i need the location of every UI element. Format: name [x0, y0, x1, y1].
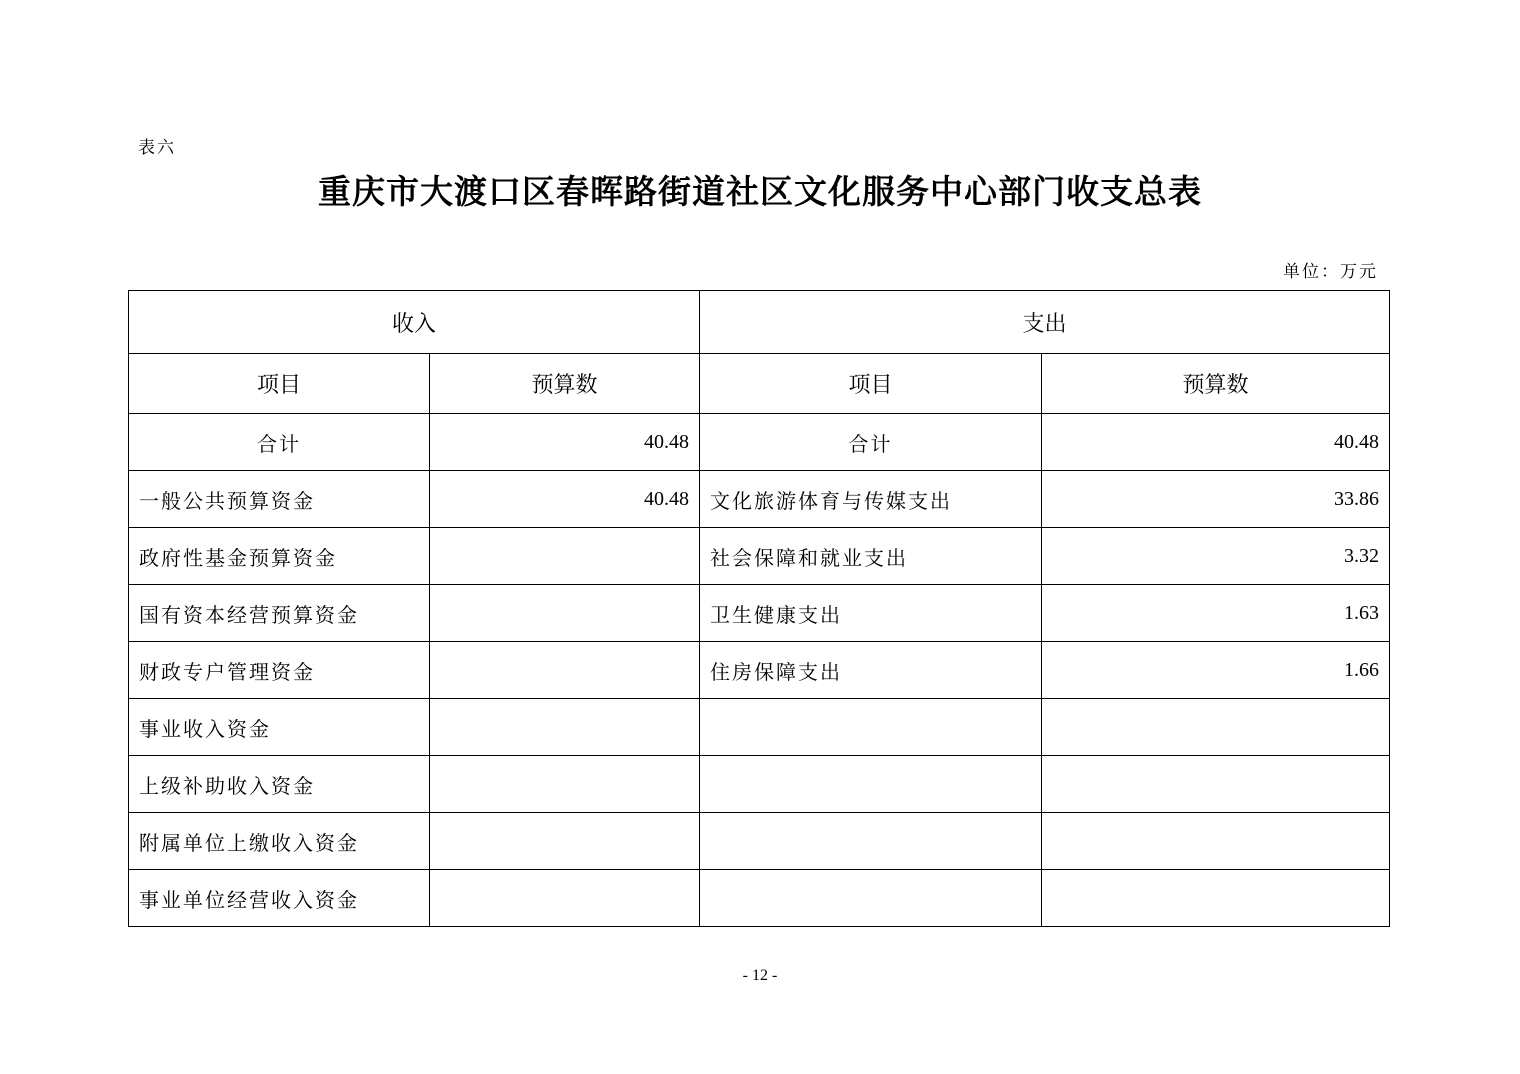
income-item: 上级补助收入资金 — [129, 756, 430, 813]
expense-item — [700, 699, 1042, 756]
income-total-value: 40.48 — [430, 414, 700, 471]
income-value — [430, 528, 700, 585]
expense-value — [1042, 699, 1390, 756]
expense-total-value: 40.48 — [1042, 414, 1390, 471]
total-row — [129, 414, 1390, 471]
unit-label: 单位：万元 — [1283, 262, 1378, 282]
expense-value — [1042, 756, 1390, 813]
expense-item: 卫生健康支出 — [700, 585, 1042, 642]
page-title: 重庆市大渡口区春晖路街道社区文化服务中心部门收支总表 — [318, 172, 1202, 211]
expense-item — [700, 756, 1042, 813]
table-row — [129, 813, 1390, 870]
page-number: - 12 - — [742, 967, 778, 984]
expense-value: 3.32 — [1042, 528, 1390, 585]
table-row — [129, 870, 1390, 927]
column-header-row — [129, 354, 1390, 414]
expense-budget-header: 预算数 — [1042, 354, 1390, 414]
income-value — [430, 813, 700, 870]
expense-total-label: 合计 — [700, 414, 1042, 471]
income-item: 事业收入资金 — [129, 699, 430, 756]
income-item: 一般公共预算资金 — [129, 471, 430, 528]
table-row — [129, 756, 1390, 813]
expense-item: 文化旅游体育与传媒支出 — [700, 471, 1042, 528]
income-value — [430, 642, 700, 699]
expense-value — [1042, 870, 1390, 927]
table-row — [129, 471, 1390, 528]
income-item-header: 项目 — [129, 354, 430, 414]
expense-value — [1042, 813, 1390, 870]
income-header: 收入 — [129, 291, 700, 354]
expense-item — [700, 870, 1042, 927]
expense-item: 社会保障和就业支出 — [700, 528, 1042, 585]
income-item: 财政专户管理资金 — [129, 642, 430, 699]
income-value — [430, 699, 700, 756]
expense-value: 1.66 — [1042, 642, 1390, 699]
income-value — [430, 870, 700, 927]
expense-value: 1.63 — [1042, 585, 1390, 642]
expense-item: 住房保障支出 — [700, 642, 1042, 699]
income-item: 政府性基金预算资金 — [129, 528, 430, 585]
income-item: 国有资本经营预算资金 — [129, 585, 430, 642]
income-item: 附属单位上缴收入资金 — [129, 813, 430, 870]
income-value: 40.48 — [430, 471, 700, 528]
expense-item-header: 项目 — [700, 354, 1042, 414]
income-total-label: 合计 — [129, 414, 430, 471]
table-row — [129, 699, 1390, 756]
income-value — [430, 756, 700, 813]
table-row — [129, 642, 1390, 699]
table-label: 表六 — [138, 138, 176, 158]
income-budget-header: 预算数 — [430, 354, 700, 414]
table-row — [129, 585, 1390, 642]
expense-value: 33.86 — [1042, 471, 1390, 528]
expense-item — [700, 813, 1042, 870]
group-header-row — [129, 291, 1390, 354]
income-item: 事业单位经营收入资金 — [129, 870, 430, 927]
table-row — [129, 528, 1390, 585]
expense-header: 支出 — [700, 291, 1390, 354]
budget-table — [128, 290, 1390, 927]
income-value — [430, 585, 700, 642]
